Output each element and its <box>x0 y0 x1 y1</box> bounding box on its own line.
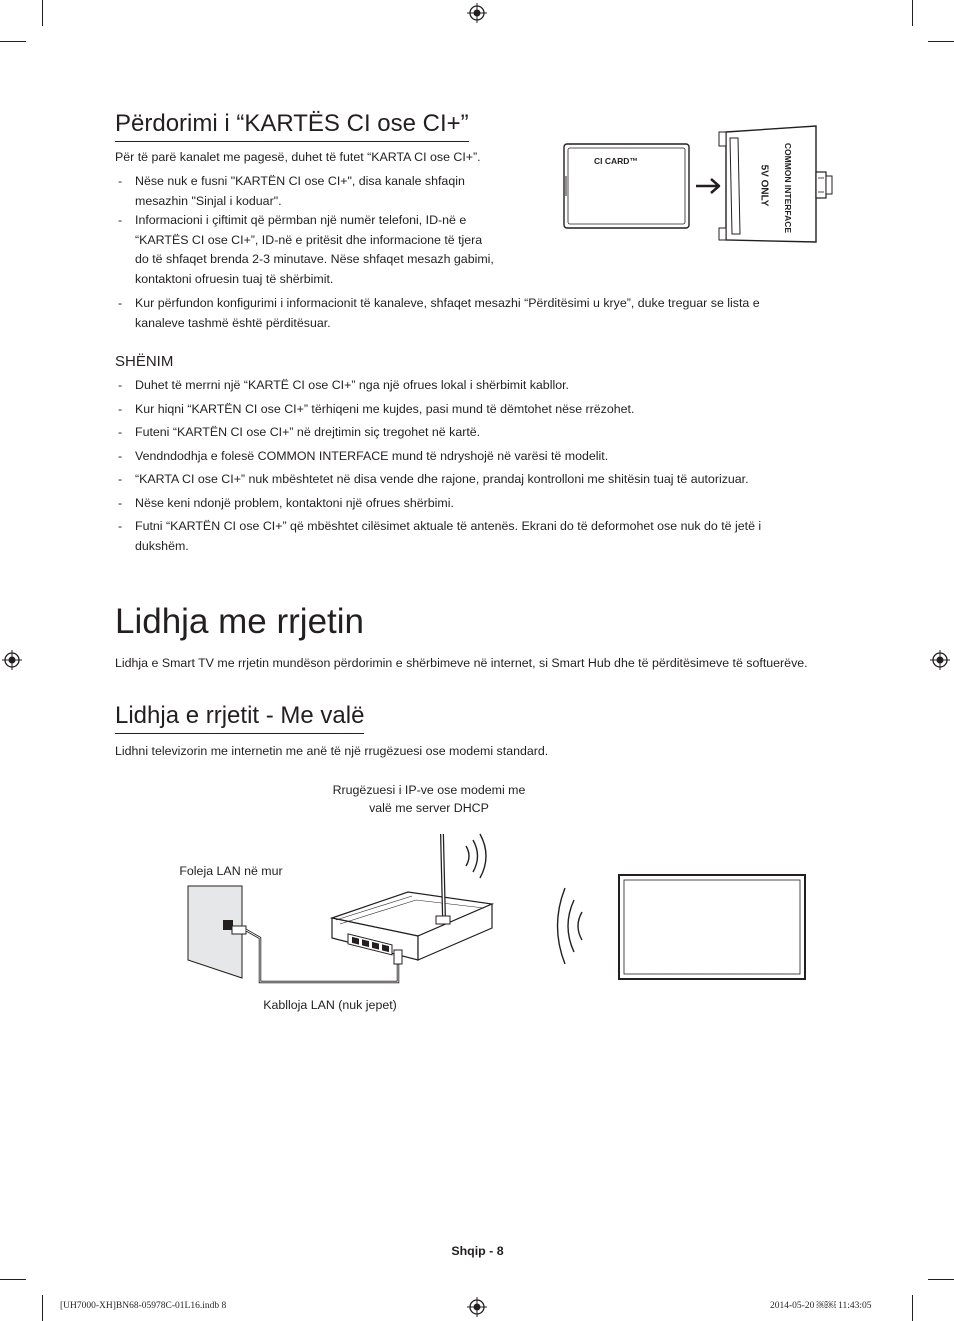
crop-mark <box>912 1295 913 1321</box>
section-title-network: Lidhja me rrjetin <box>115 602 364 641</box>
crop-mark <box>928 1279 954 1280</box>
list-item: - Kur hiqni “KARTËN CI ose CI+” tërhiqeni me kujdes, pasi mund të dëmtohet nëse rrëzohet. <box>115 400 761 420</box>
footer-timestamp: 2014-05-20 ￼￼ 11:43:05 <box>770 1301 872 1311</box>
registration-mark-icon <box>467 1297 487 1317</box>
router-icon <box>332 834 492 964</box>
list-item: - Nëse keni ndonjë problem, kontaktoni një ofrues shërbimi. <box>115 494 761 514</box>
list-item: - Vendndodhja e folesë COMMON INTERFACE mund të ndryshojë në varësi të modelit. <box>115 447 761 467</box>
lan-cable-label: Kablloja LAN (nuk jepet) <box>263 998 397 1012</box>
network-diagram <box>180 820 820 990</box>
section-title-ci-card: Përdorimi i “KARTËS CI ose CI+” <box>115 110 469 142</box>
registration-mark-icon <box>467 3 487 23</box>
crop-mark <box>0 41 26 42</box>
wifi-waves-icon <box>558 888 583 964</box>
note-bullet-list <box>115 376 761 556</box>
registration-mark-icon <box>930 650 950 670</box>
crop-mark <box>0 1279 26 1280</box>
registration-mark-icon <box>2 650 22 670</box>
list-item: - Duhet të merrni një “KARTË CI ose CI+” nga një ofrues lokal i shërbimit kabllor. <box>115 376 761 396</box>
list-item: - Informacioni i çiftimit që përmban një numër telefoni, ID-në e “KARTËS CI ose CI+”, ID-në e pritësit dhe informacione të tjera do të shfaqet brenda 2-3 minutave. Nëse shfaqet mesazh gabimi, kontaktoni ofruesin tuaj të shërbimit. <box>115 211 760 289</box>
slot-label-common-interface: COMMON INTERFACE <box>783 142 793 234</box>
crop-mark <box>42 0 43 26</box>
section-title-wireless: Lidhja e rrjetit - Me valë <box>115 702 364 734</box>
list-item: - Futeni “KARTËN CI ose CI+” në drejtimin siç tregohet në kartë. <box>115 423 761 443</box>
list-item: - Nëse nuk e fusni "KARTËN CI ose CI+", disa kanale shfaqin mesazhin "Sinjal i koduar". <box>115 172 760 211</box>
section-intro: Lidhja e Smart TV me rrjetin mundëson përdorimin e shërbimeve në internet, si Smart Hub dhe të përditësimeve të softuerëve. <box>115 656 808 670</box>
crop-mark <box>42 1295 43 1321</box>
ci-card-label: CI CARD™ <box>594 156 638 166</box>
note-heading: SHËNIM <box>115 353 174 370</box>
section-intro: Për të parë kanalet me pagesë, duhet të futet “KARTA CI ose CI+”. <box>115 150 481 164</box>
wifi-waves-icon <box>466 834 486 878</box>
wall-lan-label: Foleja LAN në mur <box>179 864 283 878</box>
slot-label-5v-only: 5V ONLY <box>758 164 770 207</box>
crop-mark <box>912 0 913 26</box>
router-label: Rrugëzuesi i IP-ve ose modemi me valë me server DHCP <box>332 783 526 815</box>
ci-card-illustration <box>558 124 852 248</box>
crop-mark <box>928 41 954 42</box>
footer-file-info: [UH7000-XH]BN68-05978C-01L16.indb 8 <box>60 1301 227 1311</box>
list-item: - Futni “KARTËN CI ose CI+” që mbështet cilësimet aktuale të antenës. Ekrani do të deformohet ose nuk do të jetë i dukshëm. <box>115 517 761 556</box>
tv-icon <box>619 875 805 979</box>
list-item: - “KARTA CI ose CI+” nuk mbështetet në disa vende dhe rajone, prandaj kontrolloni me shitësin tuaj të autorizuar. <box>115 470 761 490</box>
section-intro: Lidhni televizorin me internetin me anë të një rrugëzuesi ose modemi standard. <box>115 744 549 758</box>
page-number: Shqip - 8 <box>451 1244 504 1258</box>
list-item: - Kur përfundon konfigurimi i informacionit të kanaleve, shfaqet mesazhi “Përditësimi u krye”, duke treguar se lista e kanaleve tashmë është përditësuar. <box>115 294 760 333</box>
